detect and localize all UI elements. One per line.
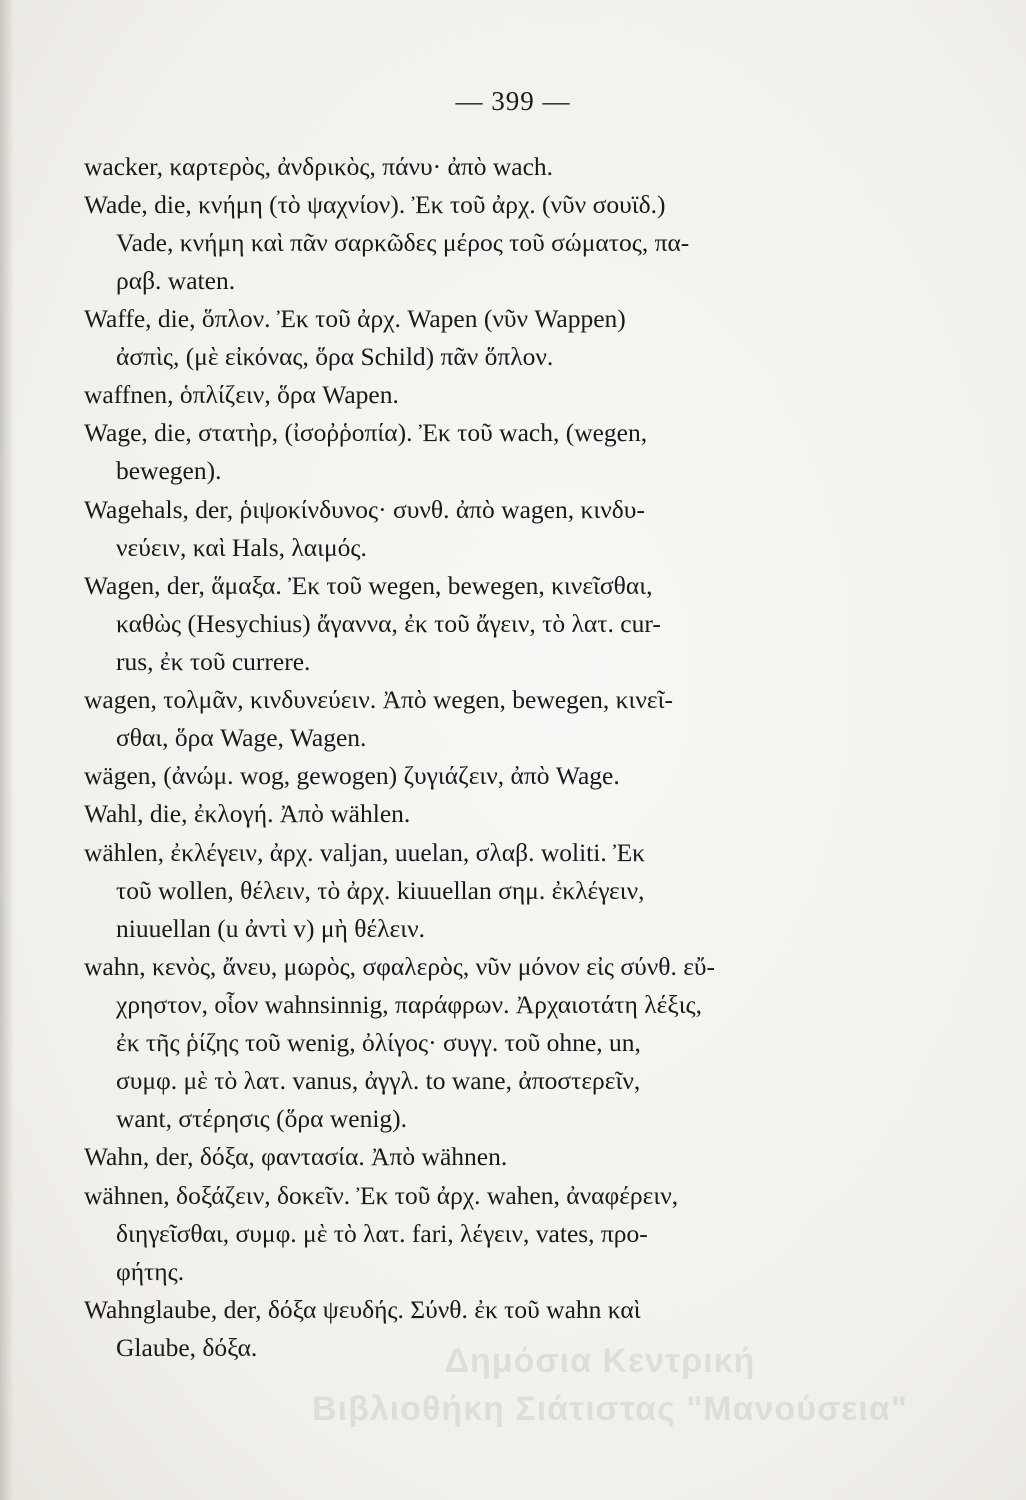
- entry-line: χρηστον, οἷον wahnsinnig, παράφρων. Ἀρχαιοτάτη λέξις,: [116, 990, 703, 1019]
- entry-line: Vade, κνήμη καὶ πᾶν σαρκῶδες μέρος τοῦ σώματος, πα-: [116, 228, 690, 257]
- library-watermark-line2: Βιβλιοθήκη Σιάτιστας "Μανούσεια": [312, 1390, 908, 1428]
- entry-line: σθαι, ὅρα Wage, Wagen.: [116, 723, 367, 752]
- entry-line: Wahl, die, ἐκλογή. Ἀπὸ wählen.: [84, 799, 411, 828]
- entry-line: Waffe, die, ὅπλον. Ἐκ τοῦ ἀρχ. Wapen (νῦν Wappen): [84, 304, 626, 333]
- entry-line: wählen, ἐκλέγειν, ἀρχ. valjan, uuelan, σλαβ. woliti. Ἐκ: [84, 838, 645, 867]
- entry-line: bewegen).: [116, 456, 222, 485]
- entry-line: wacker, καρτερὸς, ἀνδρικὸς, πάνυ· ἀπὸ wach.: [84, 152, 554, 181]
- entry-line: wähnen, δοξάζειν, δοκεῖν. Ἐκ τοῦ ἀρχ. wahen, ἀναφέρειν,: [84, 1181, 679, 1210]
- library-watermark-line1: Δημόσια Κεντρική: [444, 1342, 756, 1380]
- entry-line: φήτης.: [116, 1257, 185, 1286]
- entry-line: Wage, die, στατὴρ, (ἰσοῤῥοπία). Ἐκ τοῦ wach, (wegen,: [84, 418, 648, 447]
- page-gutter-shadow: [0, 0, 14, 1500]
- entry-line: ἀσπὶς, (μὲ εἰκόνας, ὅρα Schild) πᾶν ὅπλον.: [116, 342, 554, 371]
- entry-line: wägen, (ἀνώμ. wog, gewogen) ζυγιάζειν, ἀπὸ Wage.: [84, 761, 620, 790]
- entry-line: waffnen, ὁπλίζειν, ὅρα Wapen.: [84, 380, 399, 409]
- page-number: — 399 —: [455, 86, 571, 116]
- entry-line: νεύειν, καὶ Hals, λαιμός.: [116, 533, 367, 562]
- entry-line: Wagehals, der, ῥιψοκίνδυνος· συνθ. ἀπὸ wagen, κινδυ-: [84, 495, 645, 524]
- entry-line: τοῦ wollen, θέλειν, τὸ ἀρχ. kiuuellan σημ. ἐκλέγειν,: [116, 876, 645, 905]
- entry-line: Wade, die, κνήμη (τὸ ψαχνίον). Ἐκ τοῦ ἀρχ. (νῦν σουϊδ.): [84, 190, 666, 219]
- entry-line: συμφ. μὲ τὸ λατ. vanus, ἀγγλ. to wane, ἀποστερεῖν,: [116, 1066, 641, 1095]
- entry-line: καθὼς (Hesychius) ἄγαννα, ἐκ τοῦ ἄγειν, τὸ λατ. cur-: [116, 609, 661, 638]
- entry-line: Glaube, δόξα.: [116, 1333, 258, 1362]
- entry-line: want, στέρησις (ὅρα wenig).: [116, 1104, 408, 1133]
- entry-line: ἐκ τῆς ῥίζης τοῦ wenig, ὀλίγος· συγγ. τοῦ ohne, un,: [116, 1028, 641, 1057]
- entry-line: διηγεῖσθαι, συμφ. μὲ τὸ λατ. fari, λέγειν, vates, προ-: [116, 1219, 648, 1248]
- entry-line: Wagen, der, ἅμαξα. Ἐκ τοῦ wegen, bewegen, κινεῖσθαι,: [84, 571, 653, 600]
- entry-line: niuuellan (u ἀντὶ v) μὴ θέλειν.: [116, 914, 426, 943]
- entry-line: ραβ. waten.: [116, 266, 236, 295]
- entry-line: wagen, τολμᾶν, κινδυνεύειν. Ἀπὸ wegen, bewegen, κινεῖ-: [84, 685, 673, 714]
- entry-line: Wahnglaube, der, δόξα ψευδής. Σύνθ. ἐκ τοῦ wahn καὶ: [84, 1295, 641, 1324]
- entry-line: wahn, κενὸς, ἄνευ, μωρὸς, σφαλερὸς, νῦν μόνον εἰς σύνθ. εὔ-: [84, 952, 716, 981]
- entry-line: rus, ἐκ τοῦ currere.: [116, 647, 311, 676]
- entry-line: Wahn, der, δόξα, φαντασία. Ἀπὸ wähnen.: [84, 1142, 508, 1171]
